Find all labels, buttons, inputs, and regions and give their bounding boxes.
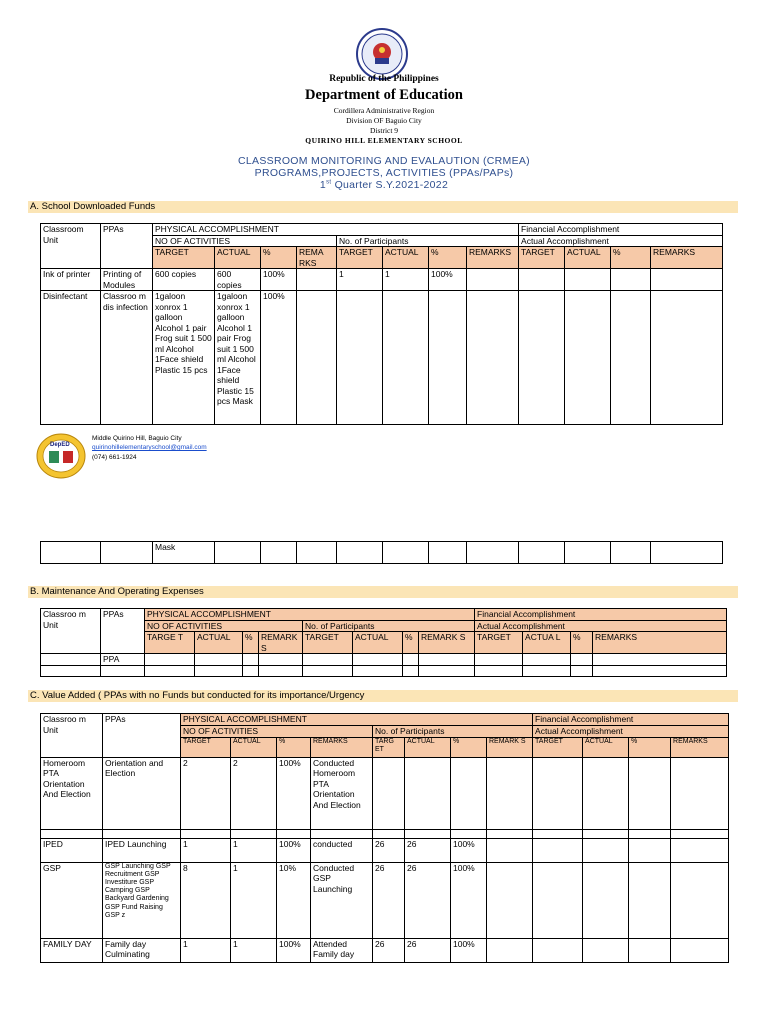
cell-target: 1: [181, 938, 231, 962]
footer-address: Middle Quirino Hill, Baguio City: [92, 435, 182, 442]
cell-pct: 100%: [261, 291, 297, 425]
cell-p-pct: [451, 757, 487, 829]
cell-ppa: PPA: [101, 654, 145, 666]
col-classroom-unit: Classroo m Unit: [41, 714, 103, 758]
hdr-f-target: TARGET: [519, 247, 565, 269]
hdr-p-remarks: REMARK S: [487, 737, 533, 757]
hdr-f-target: TARGET: [533, 737, 583, 757]
cell-unit: Ink of printer: [41, 269, 101, 291]
physical-accomplishment: PHYSICAL ACCOMPLISHMENT: [181, 714, 533, 726]
cell-p-target: [373, 757, 405, 829]
section-b-table: [40, 608, 727, 677]
cell-remarks: Conducted Homeroom PTA Orientation And Election: [311, 757, 373, 829]
table-row: [41, 269, 723, 291]
school-logo: [36, 433, 86, 479]
quarter-line: [0, 179, 768, 191]
cell-p-actual: 26: [405, 838, 451, 862]
cell-pct: 100%: [277, 757, 311, 829]
hdr-f-remarks: REMARKS: [671, 737, 729, 757]
no-of-participants: No. of Participants: [337, 235, 519, 247]
hdr-target: TARGE T: [145, 632, 195, 654]
cell-ppa: Printing of Modules: [101, 269, 153, 291]
no-of-participants: No. of Participants: [303, 620, 475, 632]
hdr-p-actual: ACTUAL: [383, 247, 429, 269]
cell-remarks: Conducted GSP Launching: [311, 862, 373, 938]
cell-target: 1galoon xonrox 1 galloon Alcohol 1 pair Frog suit 1 500 ml Alcohol 1Face shield Plastic 15 pcs: [153, 291, 215, 425]
cell-p-actual: 1: [383, 269, 429, 291]
no-of-participants: No. of Participants: [373, 726, 533, 738]
cell-ppa: Classroo m dis infection: [101, 291, 153, 425]
no-of-activities: NO OF ACTIVITIES: [153, 235, 337, 247]
hdr-p-remarks: REMARK S: [419, 632, 475, 654]
hdr-target: TARGET: [181, 737, 231, 757]
report-title: CLASSROOM MONITORING AND EVALAUTION (CRMEA): [238, 155, 530, 167]
hdr-pct: %: [261, 247, 297, 269]
cell-ppa: IPED Launching: [103, 838, 181, 862]
hdr-p-pct: %: [403, 632, 419, 654]
cell-ppa: GSP Launching GSP Recruitment GSP Investiture GSP Camping GSP Backyard Gardening GSP Fund Raising GSP z: [103, 862, 181, 938]
section-c-title: C. Value Added ( PPAs with no Funds but conducted for its importance/Urgency: [28, 690, 738, 702]
department-title: Department of Education: [305, 87, 463, 103]
hdr-p-actual: ACTUAL: [353, 632, 403, 654]
cell-p-actual: [405, 757, 451, 829]
report-subtitle: PROGRAMS,PROJECTS, ACTIVITIES (PPAs/PAPs): [254, 167, 514, 179]
table-row: [41, 291, 723, 425]
actual-accomplishment: Actual Accomplishment: [475, 620, 727, 632]
table-row: [41, 862, 729, 938]
cell-target: 2: [181, 757, 231, 829]
financial-accomplishment: Financial Accomplishment: [475, 609, 727, 621]
hdr-f-remarks: REMARKS: [651, 247, 723, 269]
no-of-activities: NO OF ACTIVITIES: [145, 620, 303, 632]
school-name: QUIRINO HILL ELEMENTARY SCHOOL: [305, 136, 463, 145]
logo-deped-text: DepED: [50, 442, 70, 448]
cell-pct: 100%: [261, 269, 297, 291]
region-line: Cordillera Administrative Region: [333, 106, 435, 115]
hdr-p-target: TARGET: [337, 247, 383, 269]
footer-phone: (074) 661-1924: [92, 454, 137, 461]
hdr-actual: ACTUAL: [215, 247, 261, 269]
hdr-p-target: TARG ET: [373, 737, 405, 757]
financial-accomplishment: Financial Accomplishment: [533, 714, 729, 726]
hdr-actual: ACTUAL: [195, 632, 243, 654]
cell-p-target: 26: [373, 862, 405, 938]
hdr-f-pct: %: [611, 247, 651, 269]
physical-accomplishment: PHYSICAL ACCOMPLISHMENT: [153, 224, 519, 236]
col-classroom-unit: Classroom Unit: [41, 224, 101, 269]
cell-actual: 2: [231, 757, 277, 829]
hdr-pct: %: [243, 632, 259, 654]
actual-accomplishment: Actual Accomplishment: [519, 235, 723, 247]
hdr-f-pct: %: [571, 632, 593, 654]
table-row: [41, 938, 729, 962]
district-line: District 9: [369, 126, 399, 135]
hdr-p-pct: %: [429, 247, 467, 269]
cell-target: 600 copies: [153, 269, 215, 291]
hdr-p-remarks: REMARKS: [467, 247, 519, 269]
section-a-title: A. School Downloaded Funds: [28, 201, 738, 213]
quarter-sup: st: [326, 179, 332, 186]
cell-p-target: 26: [373, 838, 405, 862]
cell-mask: Mask: [153, 542, 215, 564]
hdr-f-actual: ACTUAL: [565, 247, 611, 269]
hdr-f-remarks: REMARKS: [593, 632, 727, 654]
hdr-f-pct: %: [629, 737, 671, 757]
hdr-f-target: TARGET: [475, 632, 523, 654]
table-row: [41, 665, 727, 676]
cell-unit: Homeroom PTA Orientation And Election: [41, 757, 103, 829]
section-a-continued: [40, 541, 723, 564]
quarter-num: 1: [319, 179, 327, 191]
cell-p-pct: 100%: [451, 938, 487, 962]
cell-p-actual: 26: [405, 862, 451, 938]
cell-p-actual: 26: [405, 938, 451, 962]
section-a-table: [40, 223, 723, 425]
hdr-p-actual: ACTUAL: [405, 737, 451, 757]
cell-target: 1: [181, 838, 231, 862]
deped-seal: [356, 28, 408, 80]
cell-p-pct: 100%: [451, 862, 487, 938]
hdr-f-actual: ACTUA L: [523, 632, 571, 654]
cell-pct: 100%: [277, 838, 311, 862]
cell-unit: IPED: [41, 838, 103, 862]
cell-target: 8: [181, 862, 231, 938]
cell-unit: Disinfectant: [41, 291, 101, 425]
col-ppas: PPAs: [101, 609, 145, 654]
cell-ppa: Orientation and Election: [103, 757, 181, 829]
hdr-remarks: REMA RKS: [297, 247, 337, 269]
cell-actual: 1galoon xonrox 1 galloon Alcohol 1 pair Frog suit 1 500 ml Alcohol 1Face shield Plastic 15 pcs Mask: [215, 291, 261, 425]
cell-p-target: 1: [337, 269, 383, 291]
table-row: [41, 838, 729, 862]
col-classroom-unit: Classroo m Unit: [41, 609, 101, 654]
quarter-rest: Quarter S.Y.2021-2022: [334, 179, 449, 191]
hdr-pct: %: [277, 737, 311, 757]
physical-accomplishment: PHYSICAL ACCOMPLISHMENT: [145, 609, 475, 621]
cell-p-pct: 100%: [451, 838, 487, 862]
col-ppas: PPAs: [103, 714, 181, 758]
cell-unit: FAMILY DAY: [41, 938, 103, 962]
hdr-remarks: REMARKS: [311, 737, 373, 757]
hdr-target: TARGET: [153, 247, 215, 269]
cell-actual: 1: [231, 838, 277, 862]
hdr-f-actual: ACTUAL: [583, 737, 629, 757]
hdr-p-target: TARGET: [303, 632, 353, 654]
table-row: [41, 654, 727, 666]
cell-remarks: conducted: [311, 838, 373, 862]
hdr-p-pct: %: [451, 737, 487, 757]
cell-remarks: Attended Family day: [311, 938, 373, 962]
cell-p-target: 26: [373, 938, 405, 962]
col-ppas: PPAs: [101, 224, 153, 269]
financial-accomplishment: Financial Accomplishment: [519, 224, 723, 236]
table-row: [41, 829, 729, 838]
cell-pct: 100%: [277, 938, 311, 962]
division-line: Division OF Baguio City: [346, 116, 422, 125]
cell-actual: 600 copies: [215, 269, 261, 291]
cell-pct: 10%: [277, 862, 311, 938]
hdr-actual: ACTUAL: [231, 737, 277, 757]
hdr-remarks: REMARK S: [259, 632, 303, 654]
section-c-table: [40, 713, 729, 963]
actual-accomplishment: Actual Accomplishment: [533, 726, 729, 738]
footer-email[interactable]: quirinohillelementaryschool@gmail.com: [92, 444, 207, 451]
cell-actual: 1: [231, 862, 277, 938]
cell-ppa: Family day Culminating: [103, 938, 181, 962]
cell-unit: GSP: [41, 862, 103, 938]
cell-p-pct: 100%: [429, 269, 467, 291]
section-b-title: B. Maintenance And Operating Expenses: [28, 586, 738, 598]
republic-line: Republic of the Philippines: [329, 74, 439, 84]
table-row: [41, 542, 723, 564]
table-row: [41, 757, 729, 829]
no-of-activities: NO OF ACTIVITIES: [181, 726, 373, 738]
cell-actual: 1: [231, 938, 277, 962]
